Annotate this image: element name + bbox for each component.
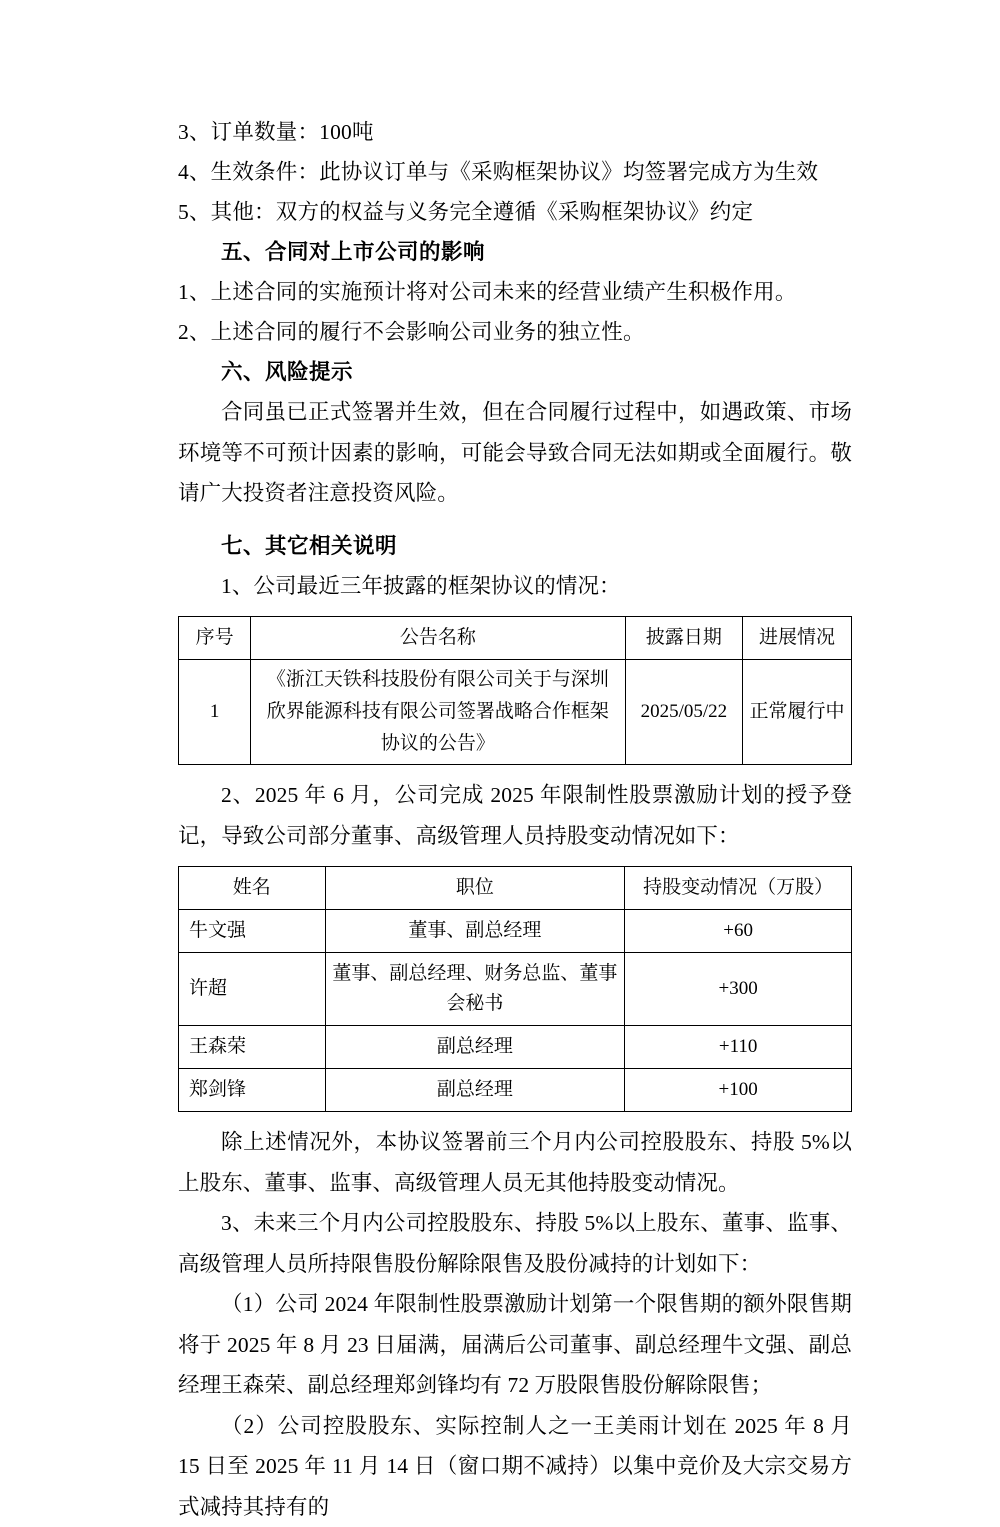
- table-header-cell: 职位: [325, 867, 625, 910]
- table-row: [179, 660, 852, 765]
- table-cell-position: 董事、副总经理: [325, 910, 625, 953]
- table-row: [179, 1026, 852, 1069]
- section5-item-1: 1、上述合同的实施预计将对公司未来的经营业绩产生积极作用。: [178, 272, 852, 312]
- table-cell-change: +100: [625, 1069, 852, 1112]
- table-header-cell: 公告名称: [251, 617, 625, 660]
- table-cell-no: 1: [179, 660, 251, 765]
- table-cell-announcement-name: 《浙江天铁科技股份有限公司关于与深圳欣界能源科技有限公司签署战略合作框架协议的公告》: [251, 660, 625, 765]
- table-cell-change: +60: [625, 910, 852, 953]
- table-header-cell: 持股变动情况（万股）: [625, 867, 852, 910]
- section-heading-five: 五、合同对上市公司的影响: [178, 232, 852, 272]
- paragraph-after-shareholding-table: 除上述情况外，本协议签署前三个月内公司控股股东、持股 5%以上股东、董事、监事、高级管理人员无其他持股变动情况。: [178, 1122, 852, 1203]
- table-header-cell: 序号: [179, 617, 251, 660]
- table-header-row: [179, 867, 852, 910]
- table-cell-name: 王森荣: [179, 1026, 326, 1069]
- section5-item-2: 2、上述合同的履行不会影响公司业务的独立性。: [178, 312, 852, 352]
- table-cell-change: +110: [625, 1026, 852, 1069]
- framework-agreement-table: [178, 616, 852, 765]
- table-cell-name: 牛文强: [179, 910, 326, 953]
- section-heading-seven: 七、其它相关说明: [178, 526, 852, 566]
- table-cell-change: +300: [625, 953, 852, 1026]
- table-cell-position: 副总经理: [325, 1069, 625, 1112]
- table-header-cell: 披露日期: [625, 617, 742, 660]
- table-header-cell: 进展情况: [743, 617, 852, 660]
- section7-item-2: 2、2025 年 6 月，公司完成 2025 年限制性股票激励计划的授予登记，导致公司部分董事、高级管理人员持股变动情况如下：: [178, 775, 852, 856]
- table-header-row: [179, 617, 852, 660]
- section7-item-3-sub-1: （1）公司 2024 年限制性股票激励计划第一个限售期的额外限售期将于 2025 年 8 月 23 日届满，届满后公司董事、副总经理牛文强、副总经理王森荣、副总经理郑剑锋均有 72 万股限售股份解除限售；: [178, 1284, 852, 1406]
- table-cell-position: 副总经理: [325, 1026, 625, 1069]
- section7-item-3-sub-2: （2）公司控股股东、实际控制人之一王美雨计划在 2025 年 8 月 15 日至 2025 年 11 月 14 日（窗口期不减持）以集中竞价及大宗交易方式减持其持有的: [178, 1406, 852, 1527]
- table-row: [179, 1069, 852, 1112]
- table-row: [179, 953, 852, 1026]
- shareholding-change-table: [178, 866, 852, 1112]
- table-cell-position: 董事、副总经理、财务总监、董事会秘书: [325, 953, 625, 1026]
- section-heading-six: 六、风险提示: [178, 352, 852, 392]
- list-item-order-quantity: 3、订单数量：100吨: [178, 112, 852, 152]
- section7-item-3: 3、未来三个月内公司控股股东、持股 5%以上股东、董事、监事、高级管理人员所持限售股份解除限售及股份减持的计划如下：: [178, 1203, 852, 1284]
- table-cell-disclosure-date: 2025/05/22: [625, 660, 742, 765]
- table-cell-progress: 正常履行中: [743, 660, 852, 765]
- list-item-effective-condition: 4、生效条件：此协议订单与《采购框架协议》均签署完成方为生效: [178, 152, 852, 192]
- table-header-cell: 姓名: [179, 867, 326, 910]
- list-item-other: 5、其他：双方的权益与义务完全遵循《采购框架协议》约定: [178, 192, 852, 232]
- table-cell-name: 许超: [179, 953, 326, 1026]
- section6-paragraph: 合同虽已正式签署并生效，但在合同履行过程中，如遇政策、市场环境等不可预计因素的影响，可能会导致合同无法如期或全面履行。敬请广大投资者注意投资风险。: [178, 392, 852, 514]
- section7-item-1: 1、公司最近三年披露的框架协议的情况：: [178, 566, 852, 607]
- table-cell-name: 郑剑锋: [179, 1069, 326, 1112]
- table-row: [179, 910, 852, 953]
